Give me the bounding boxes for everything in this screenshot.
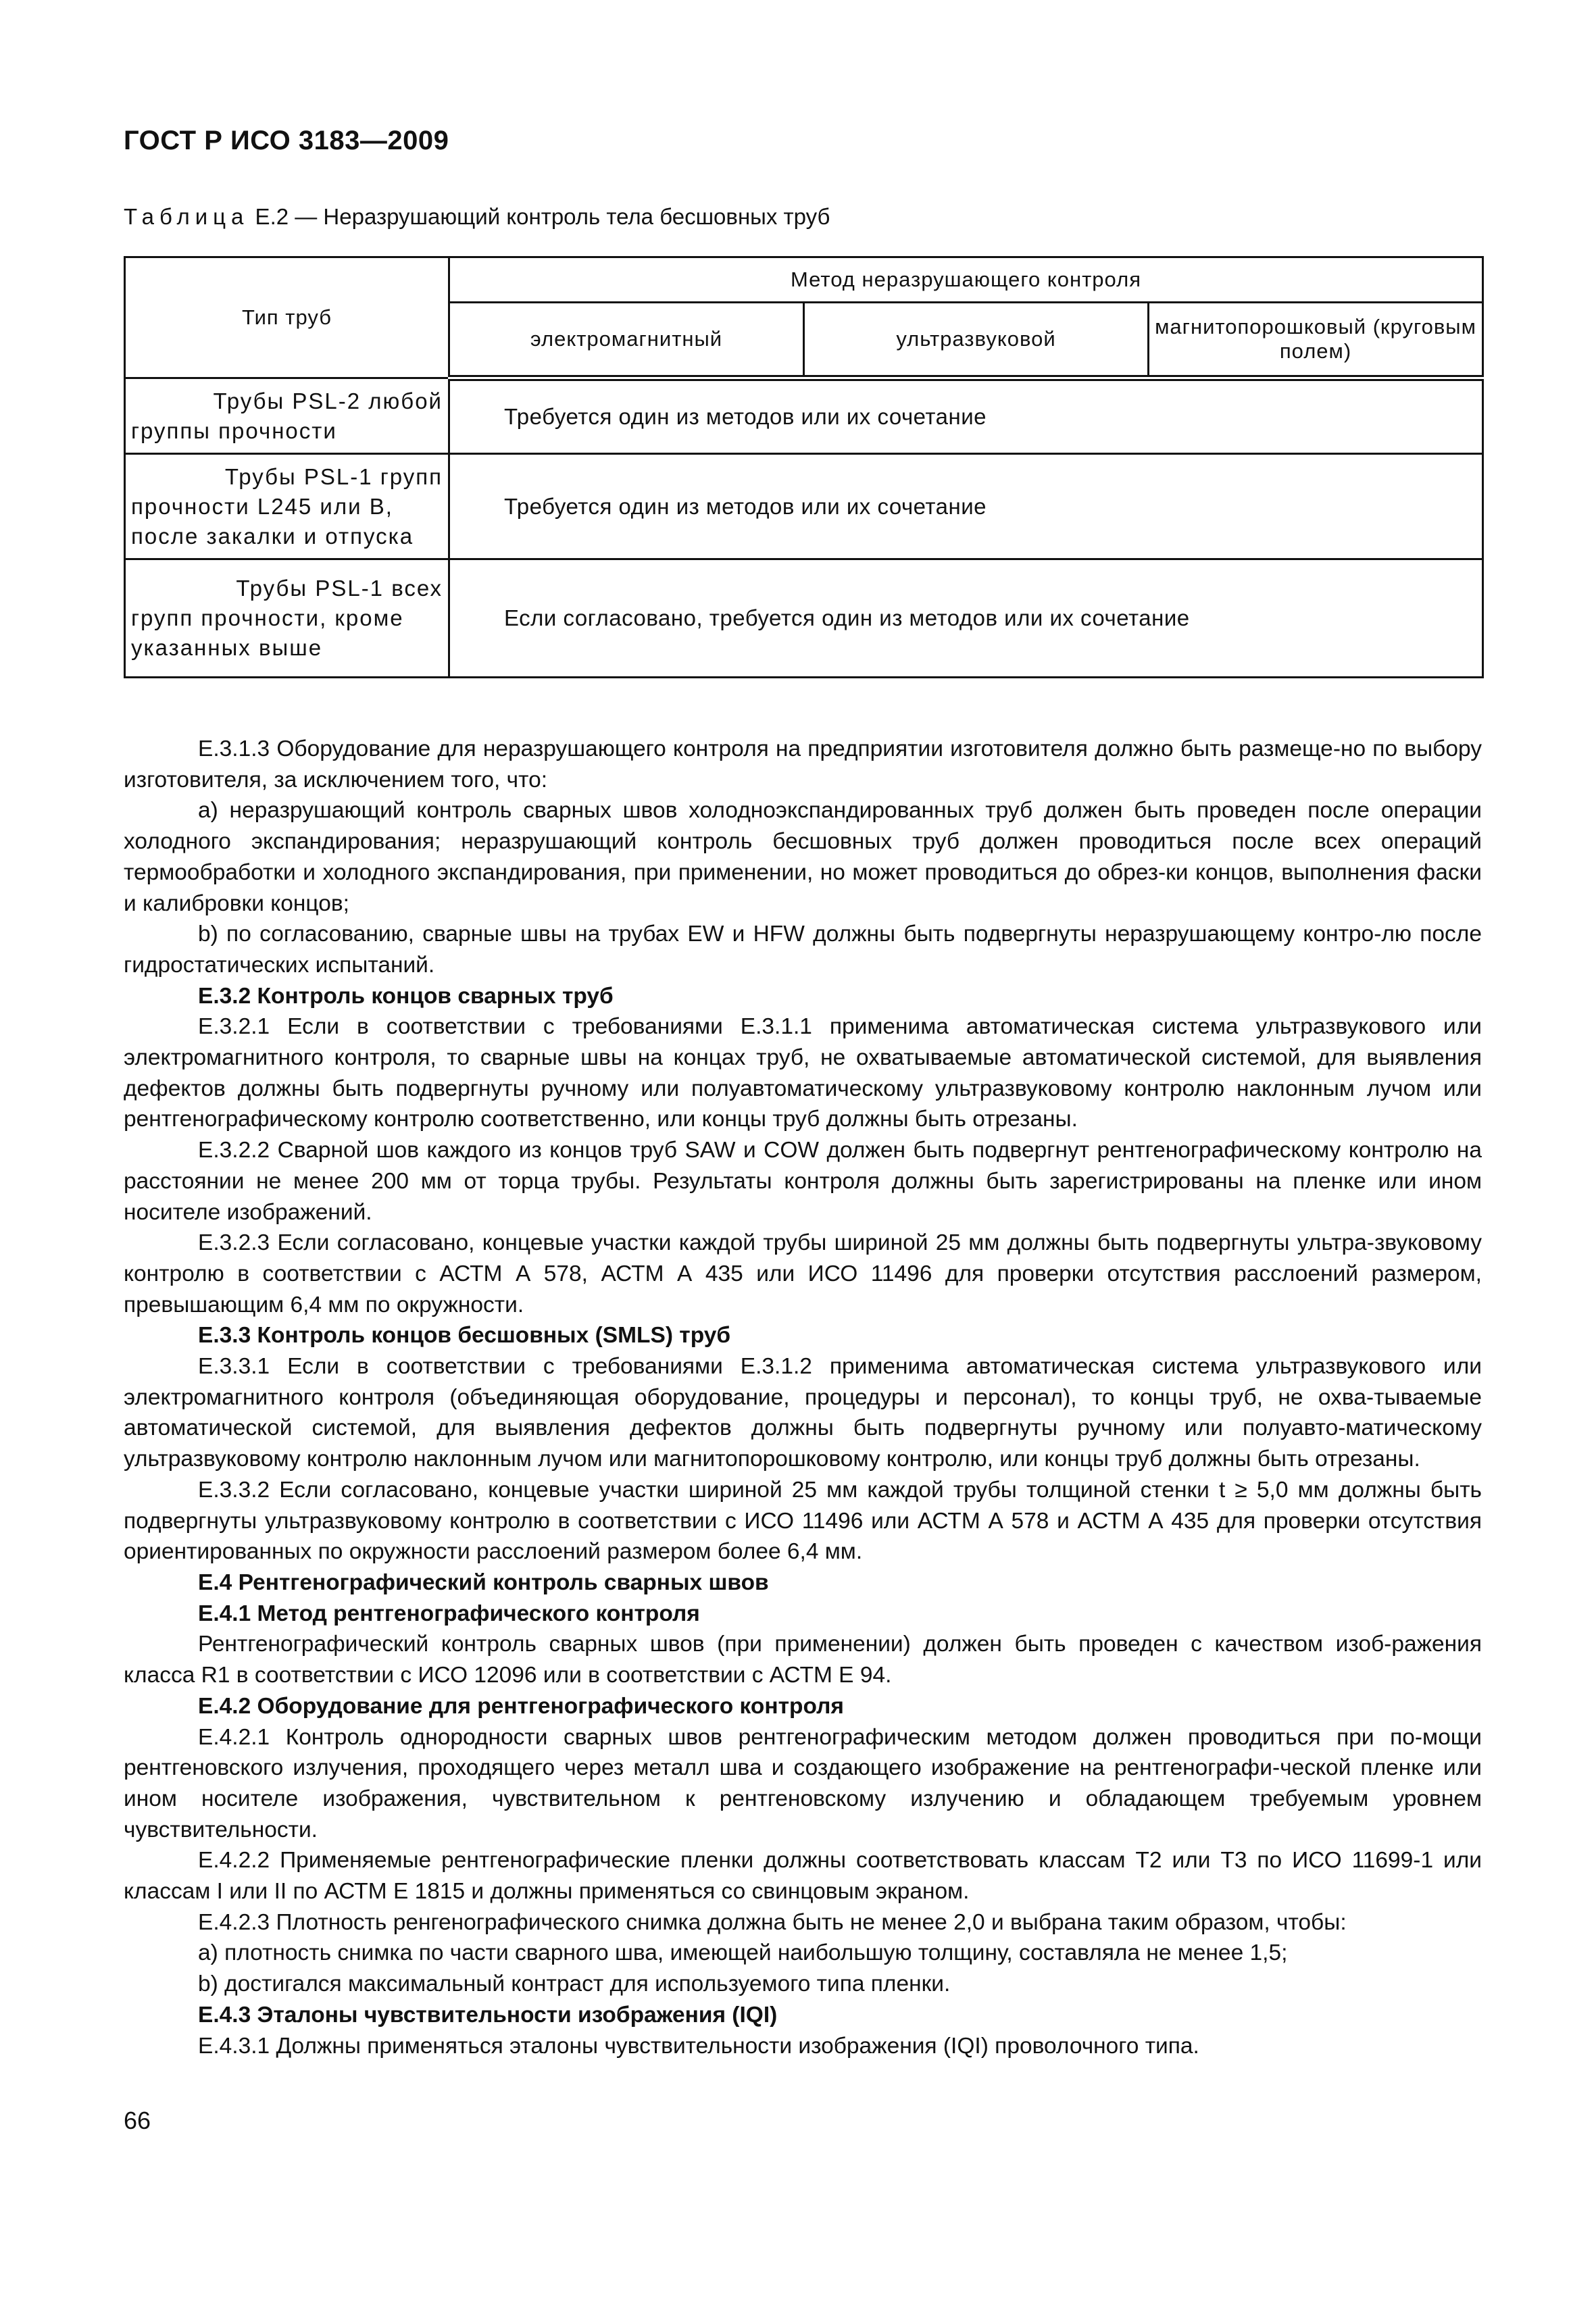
body-text [124, 734, 1482, 2061]
paragraph: Е.3.2.1 Если в соответствии с требованиями Е.3.1.1 применима автоматическая система ультразвукового или электромагнитного контроля, то сварные швы на концах труб, не охватываемые автоматической системой, для выявления дефектов должны быть подвергнуты ручному или полуавтоматическому ультразвуковому контролю наклонным лучом или рентгенографическому контролю соответственно, или концы труб должны быть отрезаны. [124, 1014, 1482, 1132]
paragraph: Е.4.3.1 Должны применяться эталоны чувствительности изображения (IQI) проволочного типа. [198, 2033, 1199, 2059]
requirement-cell: Требуется один из методов или их сочетание [449, 454, 1483, 559]
section-heading: Е.4.1 Метод рентгенографического контроля [198, 1601, 700, 1626]
section-heading: Е.3.2 Контроль концов сварных труб [198, 983, 614, 1009]
col-header-ultrasonic: ультразвуковой [804, 303, 1149, 378]
paragraph: Е.4.2.1 Контроль однородности сварных швов рентгенографическим методом должен проводиться при по-мощи рентгеновского излучения, проходящего через металл шва и создающего изображение на рентгенографи-ческой пленке или ином носителе изображения, чувствительном к рентгеновскому излучению и обладающем требуемым уровнем чувствительности. [124, 1724, 1482, 1842]
col-header-pipe-type: Тип труб [125, 257, 449, 378]
paragraph: Рентгенографический контроль сварных швов (при применении) должен быть проведен с качеством изоб-ражения класса R1 в соответствии с ИСО 12096 или в соответствии с АСТМ Е 94. [124, 1632, 1482, 1688]
document-code: ГОСТ Р ИСО 3183—2009 [124, 126, 449, 155]
requirement-cell: Если согласовано, требуется один из методов или их сочетание [449, 559, 1483, 678]
page-number: 66 [124, 2107, 151, 2134]
table-row [125, 378, 1483, 454]
table-row [125, 454, 1483, 559]
requirement-cell: Требуется один из методов или их сочетание [449, 378, 1483, 454]
table-row [125, 559, 1483, 678]
section-heading: Е.4.2 Оборудование для рентгенографического контроля [198, 1693, 844, 1719]
paragraph: a) неразрушающий контроль сварных швов холодноэкспандированных труб должен быть проведен после операции холодного экспандирования; неразрушающий контроль бесшовных труб должен проводиться после всех операций термообработки и холодного экспандирования, при применении, но может проводиться до обрез-ки концов, выполнения фаски и калибровки концов; [124, 798, 1482, 916]
pipe-type-cell: Трубы PSL-2 любой группы прочности [125, 378, 449, 454]
paragraph: b) по согласованию, сварные швы на трубах EW и HFW должны быть подвергнуты неразрушающему контро-лю после гидростатических испытаний. [124, 922, 1482, 978]
col-header-electromagnetic: электромагнитный [449, 303, 804, 378]
section-heading: Е.4 Рентгенографический контроль сварных швов [198, 1569, 769, 1595]
section-heading: Е.3.3 Контроль концов бесшовных (SMLS) труб [198, 1323, 731, 1349]
paragraph: Е.3.3.2 Если согласовано, концевые участки шириной 25 мм каждой трубы толщиной стенки t ≥ 5,0 мм должны быть подвергнуты ультразвуковому контролю в соответствии с ИСО 11496 или АСТМ А 578 и АСТМ А 435 для проверки отсутствия ориентированных по окружности расслоений размером более 6,4 мм. [124, 1477, 1482, 1565]
section-heading: Е.4.3 Эталоны чувствительности изображения (IQI) [198, 2002, 778, 2028]
paragraph: Е.4.2.2 Применяемые рентгенографические пленки должны соответствовать классам Т2 или Т3 по ИСО 11699-1 или классам I или II по АСТМ Е 1815 и должны применяться со свинцовым экраном. [124, 1848, 1482, 1905]
pipe-type-cell: Трубы PSL-1 групп прочности L245 или В, после закалки и отпуска [125, 454, 449, 559]
paragraph: Е.4.2.3 Плотность ренгенографического снимка должна быть не менее 2,0 и выбрана таким образом, чтобы: [198, 1909, 1347, 1935]
col-header-magnetic-particle: магнитопорошковый (круговым полем) [1149, 303, 1483, 378]
paragraph: Е.3.3.1 Если в соответствии с требованиями Е.3.1.2 применима автоматическая система ультразвукового или электромагнитного контроля (объединяющая оборудование, процедуры и персонал), то концы труб, не охва-тываемые автоматической системой, для выявления дефектов должны быть подвергнуты ручному или полуавто-матическому ультразвуковому контролю наклонным лучом или магнитопорошковому контролю, или концы труб должны быть отрезаны. [124, 1354, 1482, 1472]
paragraph: b) достигался максимальный контраст для используемого типа пленки. [198, 1971, 951, 1997]
paragraph: Е.3.2.3 Если согласовано, концевые участки каждой трубы шириной 25 мм должны быть подвергнуты ультра-звуковому контролю в соответствии с АСТМ А 578, АСТМ А 435 или ИСО 11496 для проверки отсутствия расслоений размером, превышающим 6,4 мм по окружности. [124, 1230, 1482, 1317]
col-header-method: Метод неразрушающего контроля [449, 257, 1483, 303]
ndt-table [124, 256, 1484, 678]
paragraph: Е.3.1.3 Оборудование для неразрушающего контроля на предприятии изготовителя должно быть размеще-но по выбору изготовителя, за исключением того, что: [124, 736, 1482, 793]
paragraph: Е.3.2.2 Сварной шов каждого из концов труб SAW и COW должен быть подвергнут рентгенографическому контролю на расстоянии не менее 200 мм от торца трубы. Результаты контроля должны быть зарегистрированы на пленке или ином носителе изображений. [124, 1138, 1482, 1225]
table-caption-prefix: Таблица [124, 204, 249, 229]
paragraph: a) плотность снимка по части сварного шва, имеющей наибольшую толщину, составляла не менее 1,5; [198, 1940, 1288, 1966]
pipe-type-cell: Трубы PSL-1 всех групп прочности, кроме указанных выше [125, 559, 449, 678]
table-caption-title: Е.2 — Неразрушающий контроль тела бесшовных труб [249, 204, 830, 229]
table-caption [124, 204, 830, 230]
